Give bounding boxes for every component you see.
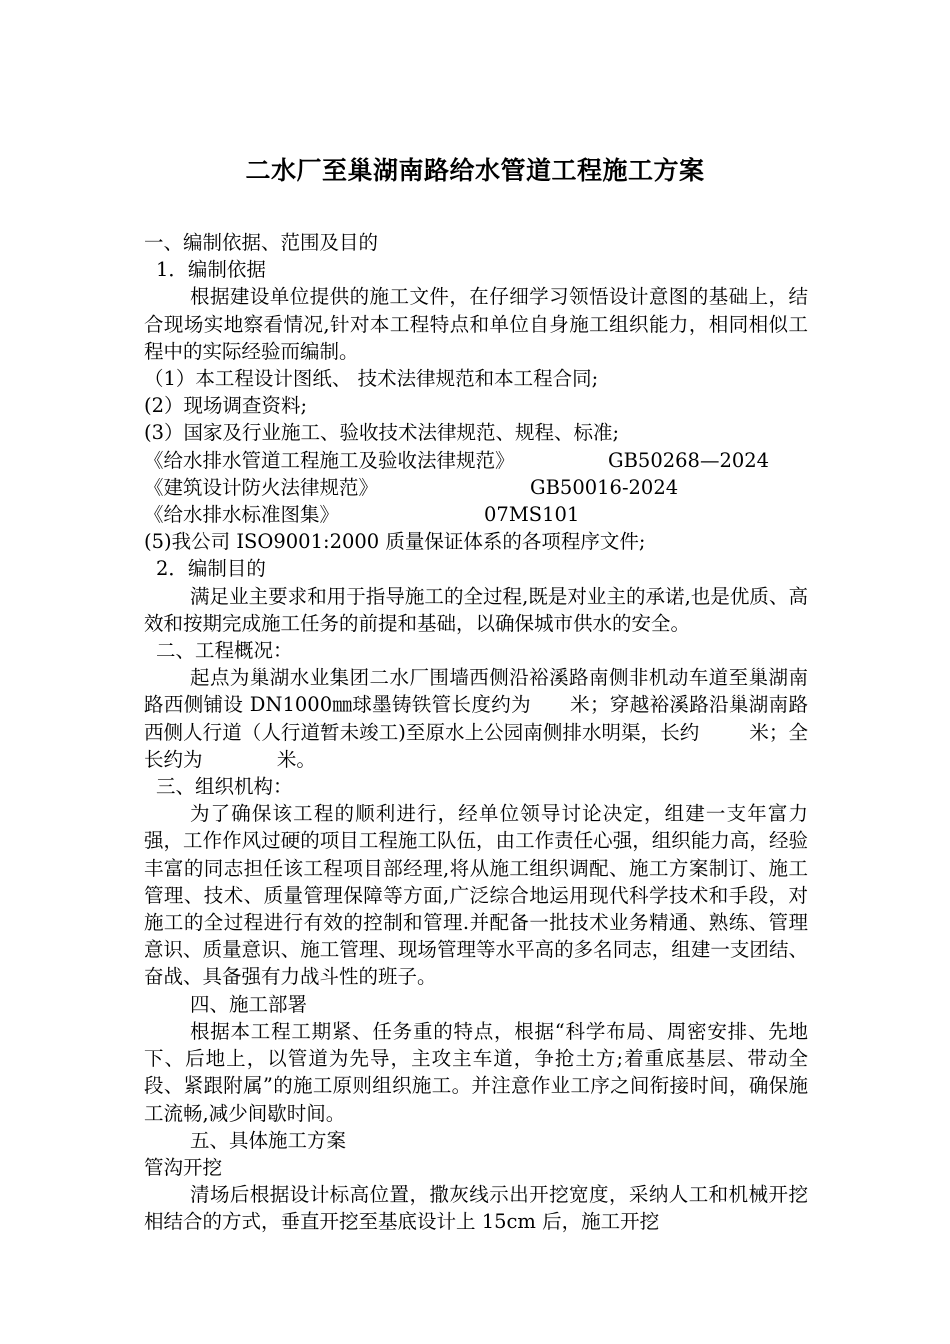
document-title: 二水厂至巢湖南路给水管道工程施工方案 xyxy=(245,156,705,185)
section-heading-organization: 三、组织机构： xyxy=(156,775,293,799)
paragraph-overview: 起点为巢湖水业集团二水厂围墙西侧沿裕溪路南侧非机动车道至巢湖南路西侧铺设 DN1000㎜球墨铸铁管长度约为 米；穿越裕溪路沿巢湖南路西侧人行道（人行道暂未竣工)至原水上公园南侧排水明渠，长约 米；全长约为 米。 xyxy=(144,666,808,771)
section-heading-deployment: 四、施工部署 xyxy=(190,992,308,1016)
list-item-site-survey: (2）现场调查资料; xyxy=(144,394,308,418)
document-body xyxy=(144,229,808,1236)
paragraph-organization: 为了确保该工程的顺利进行，经单位领导讨论决定，组建一支年富力强，工作作风过硬的项目工程施工队伍，由工作责任心强，组织能力高，经验丰富的同志担任该工程项目部经理,将从施工组织调配、施工方案制订、施工管理、技术、质量管理保障等方面,广泛综合地运用现代科学技术和手段，对施工的全过程进行有效的控制和管理.并配备一批技术业务精通、熟练、管理意识、质量意识、施工管理、现场管理等水平高的多名同志，组建一支团结、奋战、具备强有力战斗性的班子。 xyxy=(144,802,808,989)
list-item-iso9001: (5)我公司 ISO9001:2000 质量保证体系的各项程序文件; xyxy=(144,530,646,554)
paragraph-deployment: 根据本工程工期紧、任务重的特点，根据“科学布局、周密安排、先地下、后地上，以管道为先导，主攻主车道，争抢土方;着重底基层、带动全段、紧跟附属”的施工原则组织施工。并注意作业工序之间衔接时间，确保施工流畅,减少间歇时间。 xyxy=(144,1019,808,1125)
paragraph-purpose: 满足业主要求和用于指导施工的全过程,既是对业主的承诺,也是优质、高效和按期完成施工任务的前提和基础，以确保城市供水的安全。 xyxy=(144,584,808,635)
standard-code: GB50016-2024 xyxy=(530,475,679,499)
section-heading-overview: 二、工程概况： xyxy=(156,639,293,663)
standard-code: 07MS101 xyxy=(484,503,580,527)
subsection-heading-purpose: 2．编制目的 xyxy=(156,557,266,581)
paragraph-basis: 根据建设单位提供的施工文件，在仔细学习领悟设计意图的基础上，结合现场实地察看情况,针对本工程特点和单位自身施工组织能力，相同相似工程中的实际经验而编制。 xyxy=(144,285,808,363)
standard-code: GB50268—2024 xyxy=(608,448,770,472)
standard-name: 《建筑设计防火法律规范》 xyxy=(144,475,379,499)
section-heading-construction-plan: 五、具体施工方案 xyxy=(190,1128,347,1152)
section-heading-basis: 一、编制依据、范围及目的 xyxy=(144,231,379,254)
subsection-heading-basis: 1．编制依据 xyxy=(156,258,266,282)
list-item-national-standards: (3）国家及行业施工、验收技术法律规范、规程、标准; xyxy=(144,421,620,445)
subsection-heading-trench: 管沟开挖 xyxy=(144,1155,223,1179)
standard-row-gb50268 xyxy=(144,447,808,474)
paragraph-trench: 清场后根据设计标高位置，撒灰线示出开挖宽度，采纳人工和机械开挖相结合的方式，垂直开挖至基底设计上 15cm 后，施工开挖 xyxy=(144,1183,808,1234)
standard-name: 《给水排水管道工程施工及验收法律规范》 xyxy=(144,448,515,472)
standard-row-07ms101 xyxy=(144,501,808,528)
list-item-design-drawings: （1）本工程设计图纸、 技术法律规范和本工程合同; xyxy=(144,367,599,391)
standard-name: 《给水排水标准图集》 xyxy=(144,503,340,527)
standard-row-gb50016 xyxy=(144,474,808,501)
